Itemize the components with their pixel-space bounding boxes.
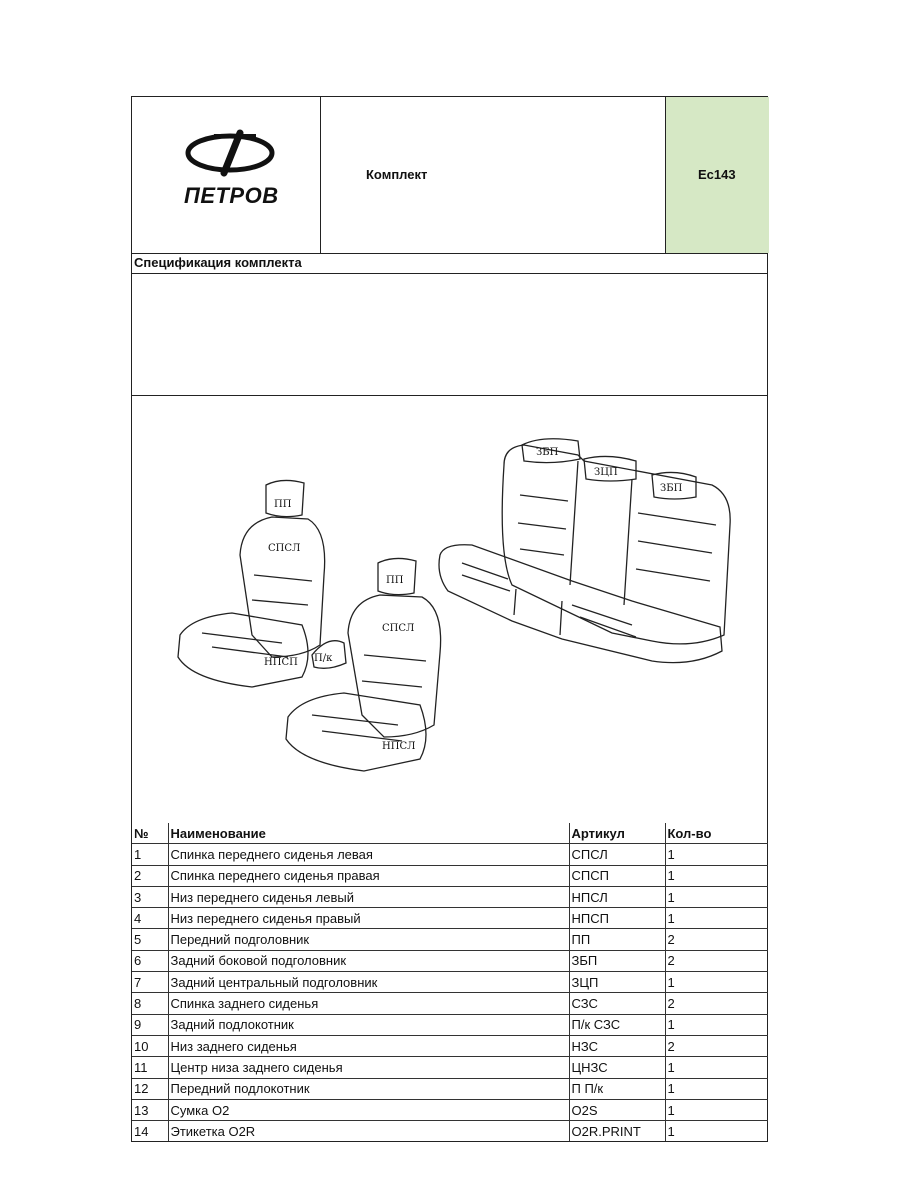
col-number: № [132,823,168,844]
cell-article: СЗС [569,993,665,1014]
product-code: Ес143 [698,167,736,182]
table-row [132,1099,768,1120]
seat-drawing [132,395,767,823]
cell-quantity: 1 [665,1057,768,1078]
label-rear-left-headrest: ЗБП [536,447,559,458]
cell-name: Спинка переднего сиденья левая [168,844,569,865]
cell-quantity: 2 [665,929,768,950]
cell-article: ПП [569,929,665,950]
label-front-left-bottom: НПСП [264,657,298,668]
table-body [132,844,768,1142]
cell-article: ЗЦП [569,972,665,993]
label-front-right-headrest: ПП [386,575,404,586]
cell-quantity: 1 [665,1014,768,1035]
table-row [132,950,768,971]
parts-table [132,823,768,1141]
cell-name: Спинка заднего сиденья [168,993,569,1014]
cell-article: СПСЛ [569,844,665,865]
cell-article: НПСП [569,908,665,929]
cell-article: СПСП [569,865,665,886]
label-front-left-back: СПСЛ [268,543,301,554]
logo-text: ПЕТРОВ [184,183,279,208]
cell-number: 2 [132,865,168,886]
cell-name: Центр низа заднего сиденья [168,1057,569,1078]
cell-name: Задний боковой подголовник [168,950,569,971]
cell-article: ЦНЗС [569,1057,665,1078]
cell-number: 12 [132,1078,168,1099]
cell-article: П П/к [569,1078,665,1099]
title-cell [320,97,665,253]
cell-quantity: 1 [665,865,768,886]
table-row [132,1121,768,1142]
table-row [132,844,768,865]
cell-quantity: 1 [665,844,768,865]
cell-quantity: 1 [665,908,768,929]
code-cell [665,97,769,253]
petrov-logo-icon [184,129,276,179]
cell-article: O2S [569,1099,665,1120]
cell-number: 13 [132,1099,168,1120]
spec-heading: Спецификация комплекта [134,255,302,270]
rear-bench [439,439,730,663]
cell-name: Низ переднего сиденья правый [168,908,569,929]
label-rear-right-headrest: ЗБП [660,483,683,494]
cell-quantity: 1 [665,1099,768,1120]
table-row [132,1078,768,1099]
cell-quantity: 1 [665,886,768,907]
table-row [132,1035,768,1056]
cell-number: 8 [132,993,168,1014]
col-article: Артикул [569,823,665,844]
cell-quantity: 2 [665,993,768,1014]
table-row [132,908,768,929]
cell-number: 5 [132,929,168,950]
seat-cover-diagram [132,395,768,823]
cell-number: 6 [132,950,168,971]
spec-sheet [131,96,768,1142]
cell-article: П/к СЗС [569,1014,665,1035]
cell-quantity: 1 [665,972,768,993]
document-title: Комплект [366,167,428,182]
cell-article: ЗБП [569,950,665,971]
sheet-header [132,97,767,254]
label-front-left-headrest: ПП [274,499,292,510]
cell-name: Спинка переднего сиденья правая [168,865,569,886]
table-row [132,886,768,907]
cell-article: НПСЛ [569,886,665,907]
cell-name: Этикетка O2R [168,1121,569,1142]
cell-name: Низ переднего сиденья левый [168,886,569,907]
table-row [132,993,768,1014]
cell-quantity: 2 [665,950,768,971]
label-rear-center-headrest: ЗЦП [594,467,618,478]
cell-number: 3 [132,886,168,907]
front-right-seat [286,558,441,771]
spec-heading-row [132,253,767,274]
cell-name: Передний подлокотник [168,1078,569,1099]
table-row [132,972,768,993]
cell-number: 9 [132,1014,168,1035]
table-row [132,865,768,886]
label-front-right-back: СПСЛ [382,623,415,634]
cell-number: 10 [132,1035,168,1056]
table-header-row [132,823,768,844]
cell-quantity: 2 [665,1035,768,1056]
cell-number: 1 [132,844,168,865]
table-row [132,1014,768,1035]
cell-name: Низ заднего сиденья [168,1035,569,1056]
front-left-seat [178,480,325,687]
label-armrest: П/к [314,653,333,664]
cell-name: Задний подлокотник [168,1014,569,1035]
cell-quantity: 1 [665,1121,768,1142]
col-name: Наименование [168,823,569,844]
label-front-right-bottom: НПСЛ [382,741,416,752]
table-row [132,1057,768,1078]
cell-number: 14 [132,1121,168,1142]
cell-number: 11 [132,1057,168,1078]
logo-cell [132,97,321,253]
cell-article: НЗС [569,1035,665,1056]
col-quantity: Кол-во [665,823,768,844]
cell-name: Задний центральный подголовник [168,972,569,993]
cell-name: Сумка O2 [168,1099,569,1120]
blank-row [132,273,767,396]
cell-article: O2R.PRINT [569,1121,665,1142]
cell-quantity: 1 [665,1078,768,1099]
cell-name: Передний подголовник [168,929,569,950]
table-row [132,929,768,950]
cell-number: 4 [132,908,168,929]
cell-number: 7 [132,972,168,993]
